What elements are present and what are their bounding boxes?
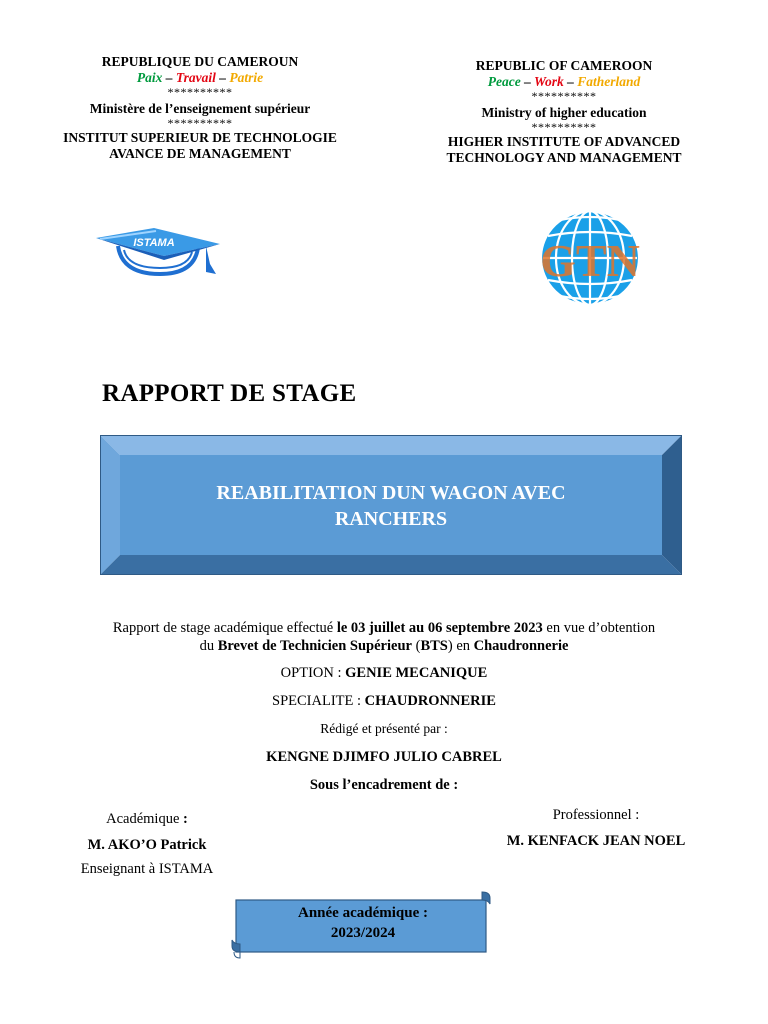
stars-divider: ********** [531, 89, 597, 103]
academic-label-text: Académique [106, 811, 184, 827]
academic-year-label: Année académique : [298, 905, 428, 921]
internship-dates: le 03 juillet au 06 septembre 2023 [336, 620, 543, 636]
presented-by: Rédigé et présenté par : [320, 721, 448, 736]
motto-en [404, 74, 724, 90]
gtn-globe-logo [538, 208, 642, 308]
svg-text:ISTAMA: ISTAMA [133, 237, 175, 249]
institute-fr-line1: INSTITUT SUPERIEUR DE TECHNOLOGIE [63, 130, 337, 145]
motto-word-1: Paix [136, 70, 163, 85]
option-label: OPTION : [280, 665, 346, 681]
intro-line-1 [40, 619, 728, 637]
field-name: Chaudronnerie [473, 638, 569, 654]
professional-name: M. KENFACK JEAN NOEL [506, 833, 686, 849]
motto-separator: – [162, 70, 176, 85]
institute-fr-line2: AVANCE DE MANAGEMENT [109, 146, 291, 161]
stars-divider: ********** [167, 85, 233, 99]
intro-text: Rapport de stage académique effectué [112, 620, 337, 636]
country-name-en: REPUBLIC OF CAMEROON [475, 58, 653, 73]
option-value: GENIE MECANIQUE [345, 665, 488, 681]
istama-logo [88, 224, 228, 286]
academic-year-value: 2023/2024 [330, 925, 396, 941]
motto-separator: – [563, 74, 578, 89]
motto-separator: – [520, 74, 534, 89]
project-title [120, 455, 662, 557]
motto-word-1: Peace [487, 74, 521, 89]
stars-divider: ********** [167, 116, 233, 130]
ministry-en: Ministry of higher education [481, 105, 647, 120]
english-header [404, 58, 724, 166]
academic-role: Enseignant à ISTAMA [80, 861, 214, 877]
intro-text: ( [411, 638, 421, 654]
project-title-line1: REABILITATION DUN WAGON AVEC [216, 482, 566, 504]
intro-line-2 [40, 637, 728, 655]
professional-label: Professionnel : [552, 807, 640, 823]
intro-text: en vue d’obtention [542, 620, 656, 636]
specialite-line [40, 692, 728, 710]
ministry-fr: Ministère de l’enseignement supérieur [89, 101, 311, 116]
author-name: KENGNE DJIMFO JULIO CABREL [266, 749, 502, 765]
project-title-line2: RANCHERS [334, 508, 448, 530]
academic-name: M. AKO’O Patrick [87, 837, 207, 853]
intro-text: ) en [447, 638, 474, 654]
country-name-fr: REPUBLIQUE DU CAMEROUN [101, 54, 299, 69]
academic-label-colon: : [183, 811, 188, 827]
institute-en-line2: TECHNOLOGY AND MANAGEMENT [446, 150, 682, 165]
stars-divider: ********** [531, 120, 597, 134]
institute-en-line1: HIGHER INSTITUTE OF ADVANCED [447, 134, 681, 149]
motto-separator: – [215, 70, 230, 85]
diploma-name: Brevet de Technicien Supérieur [217, 638, 412, 654]
supervision-heading: Sous l’encadrement de : [309, 777, 459, 793]
motto-word-3: Patrie [229, 70, 264, 85]
motto-fr [40, 70, 360, 86]
academic-supervisor [52, 810, 242, 878]
motto-word-2: Travail [175, 70, 216, 85]
option-line [40, 664, 728, 682]
professional-supervisor [480, 806, 712, 850]
french-header [40, 54, 360, 162]
motto-word-2: Work [533, 74, 564, 89]
specialite-value: CHAUDRONNERIE [364, 693, 496, 709]
svg-text:GTN: GTN [540, 235, 640, 286]
academic-label [52, 810, 242, 828]
academic-year-text [258, 903, 468, 943]
intro-text: du [199, 638, 218, 654]
specialite-label: SPECIALITE : [272, 693, 365, 709]
report-title: RAPPORT DE STAGE [102, 380, 357, 407]
motto-word-3: Fatherland [577, 74, 641, 89]
diploma-abbr: BTS [420, 638, 448, 654]
